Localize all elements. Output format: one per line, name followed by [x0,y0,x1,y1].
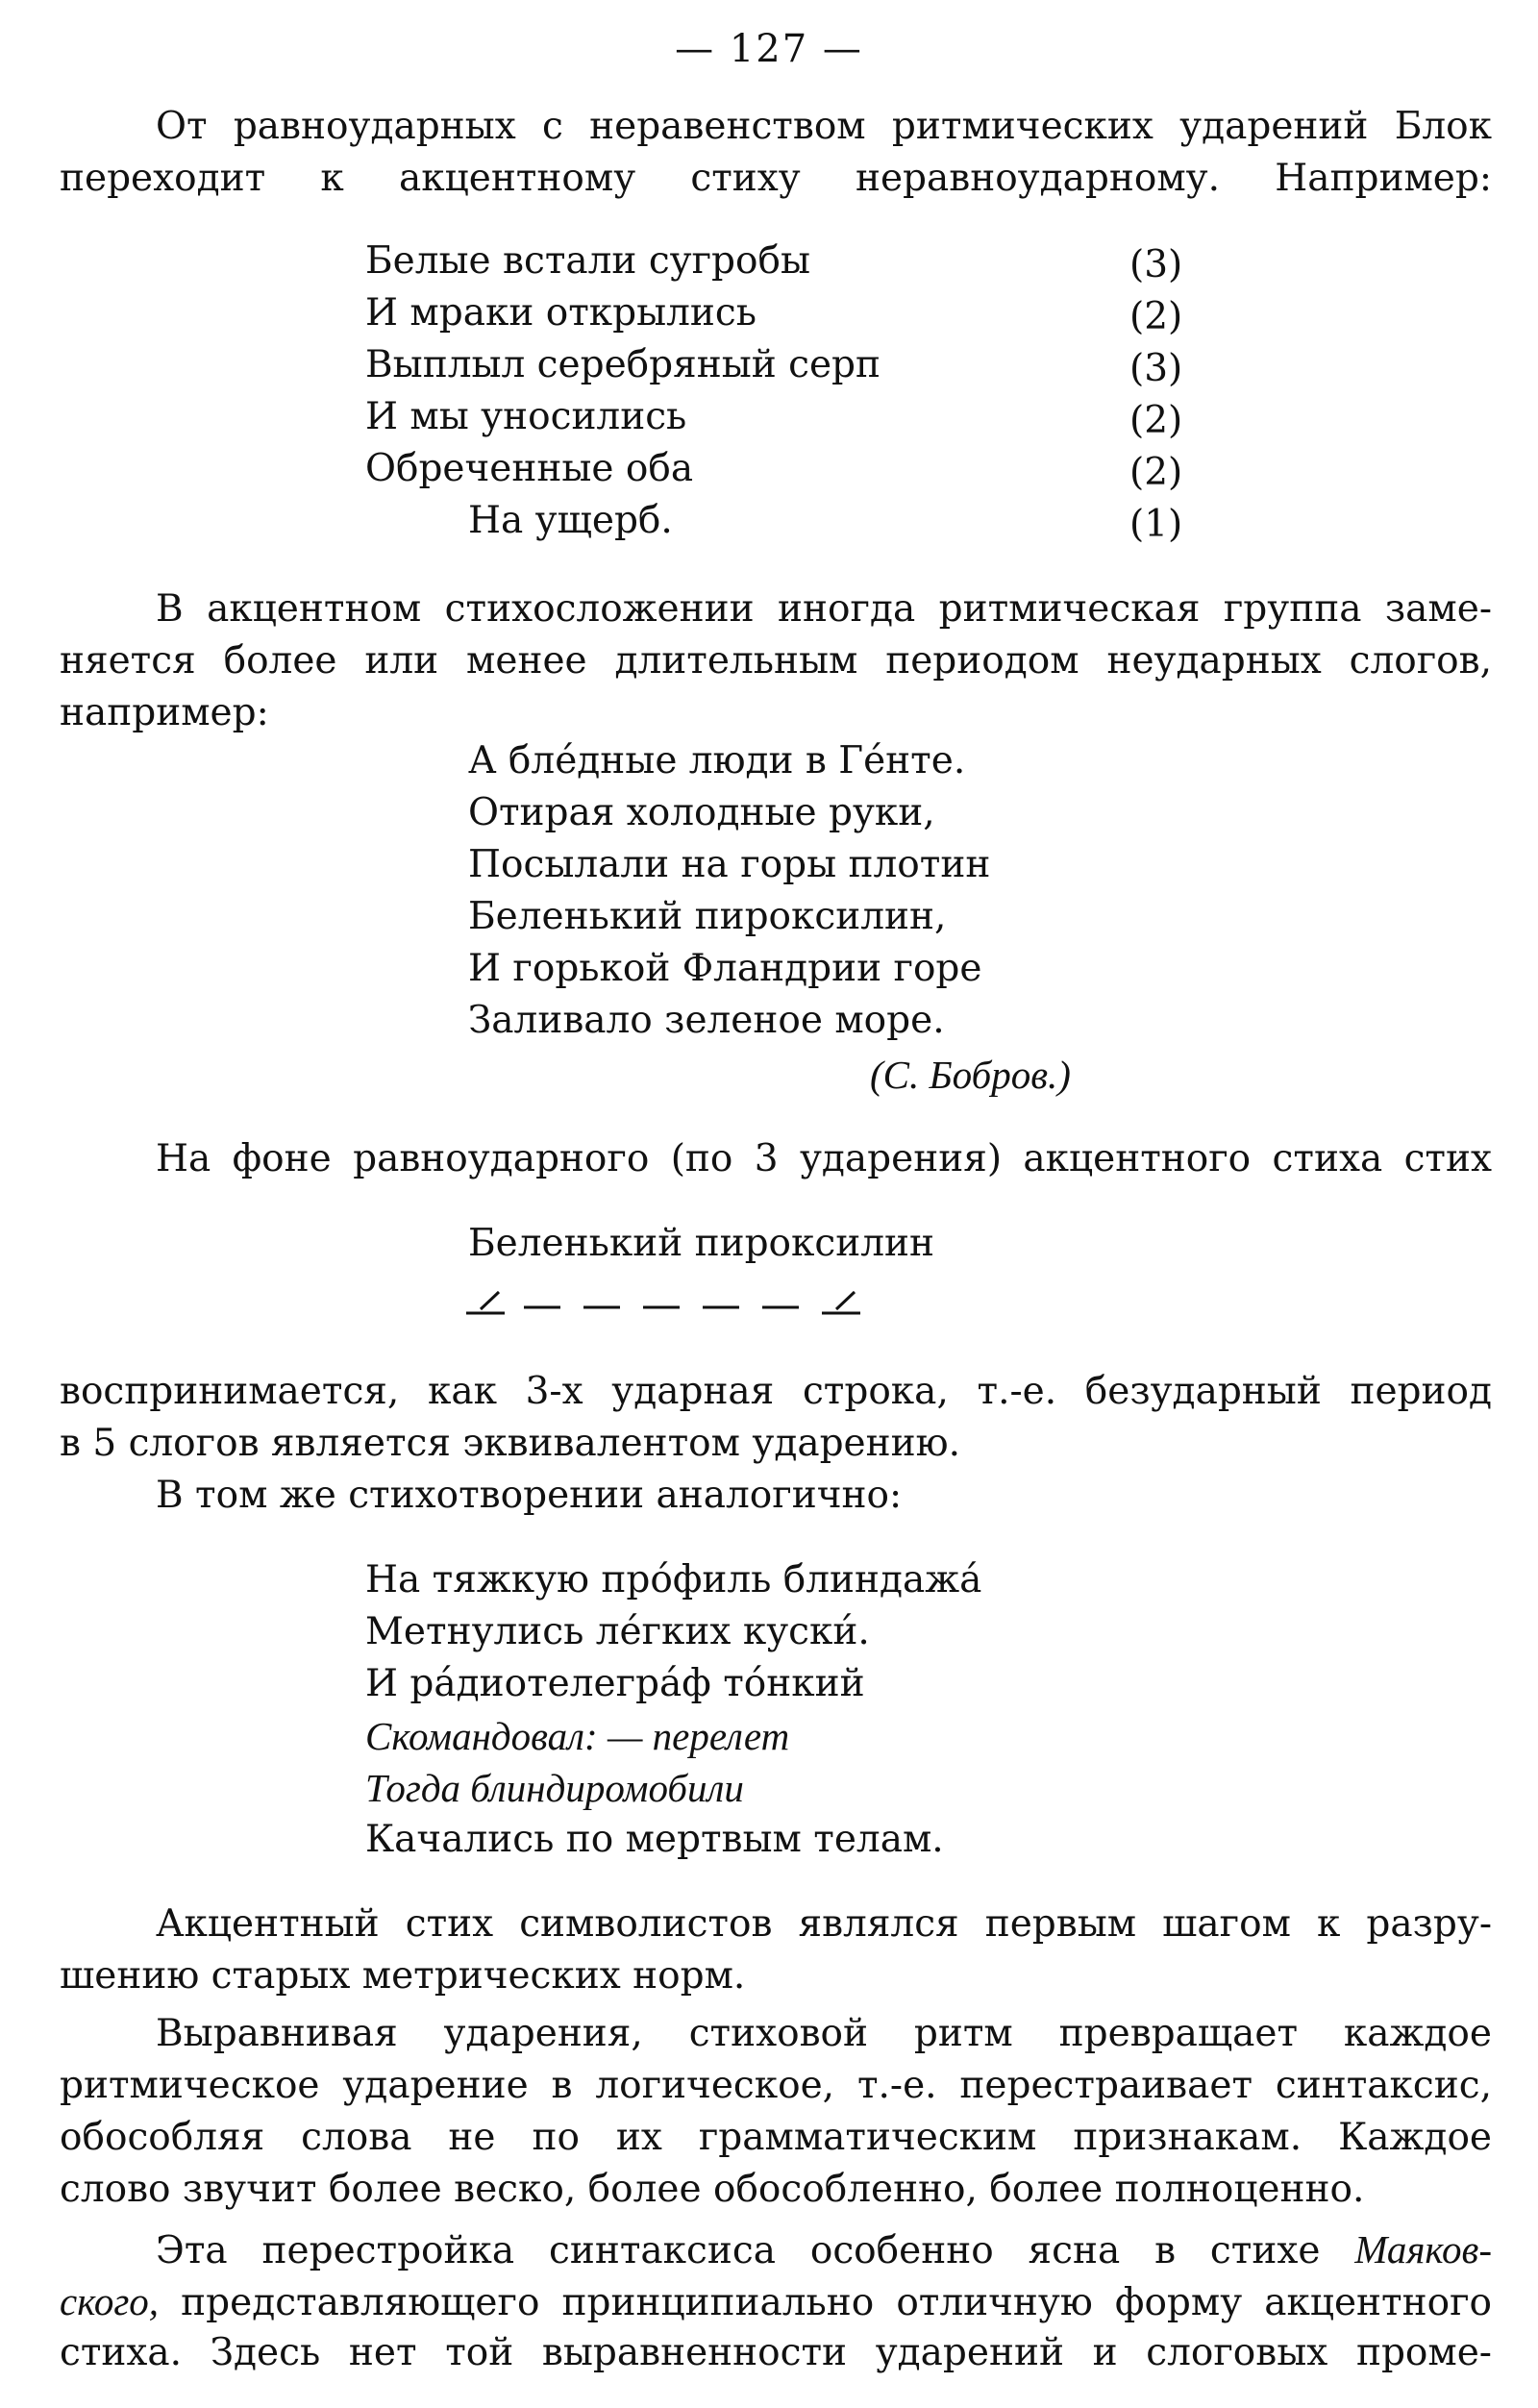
stress-count: (3) [1129,243,1183,286]
paragraph-line: например: [60,691,269,734]
verse-line: Заливало зеленое море. [468,999,945,1042]
paragraph-line: обособляя слова не по их грамматическим признакам. Каждое [60,2116,1492,2159]
verse-line: Беленький пироксилин, [468,895,947,938]
paragraph-line: На фоне равноударного (по 3 ударения) акцентного стиха стих [156,1137,1492,1180]
verse-line: Метнулись ле́гких куски́. [365,1610,870,1653]
paragraph-line: няется более или менее длительным периодом неударных слогов, [60,639,1492,683]
paragraph-line: Выравнивая ударения, стиховой ритм превращает каждое [156,2012,1492,2055]
stress-count: (2) [1129,295,1183,338]
paragraph-line: переходит к акцентному стиху неравноударному. Например: [60,157,1492,200]
verse-line: И мраки открылись [365,291,757,335]
paragraph-line [60,2278,1492,2326]
verse-line: Качались по мертвым телам. [365,1818,944,1861]
text-run: Эта перестройка синтаксиса особенно ясна в стихе [156,2229,1321,2272]
paragraph-line: ритмическое ударение в логическое, т.-е. перестраивает синтаксис, [60,2064,1492,2107]
verse-line: На тяжкую про́филь блиндажа́ [365,1558,982,1601]
italic-name: ского, [60,2279,160,2323]
example-line: Беленький пироксилин [468,1222,934,1265]
paragraph-line: слово звучит более веско, более обособленно, более полноценно. [60,2168,1365,2211]
verse-line: На ущерб. [468,499,673,542]
paragraph-line: От равноударных с неравенством ритмических ударений Блок [156,105,1492,148]
paragraph-line: воспринимается, как 3-х ударная строка, т.-е. безударный период [60,1370,1492,1413]
paragraph-line: в 5 слогов является эквивалентом ударению. [60,1422,960,1465]
paragraph-line: Акцентный стих символистов являлся первым шагом к разру- [156,1902,1492,1946]
paragraph-line: шению старых метрических норм. [60,1954,746,1998]
paragraph-line: В том же стихотворении аналогично: [156,1474,903,1517]
scheme-stress-mark [481,1292,499,1309]
scheme-stress-mark [836,1292,855,1309]
verse-line: И ра́диотелегра́ф то́нкий [365,1662,865,1705]
stress-count: (3) [1129,347,1183,390]
paragraph-line [156,2226,1492,2274]
verse-line: Обреченные оба [365,447,694,490]
verse-line: И мы уносились [365,395,687,438]
verse-author: (С. Бобров.) [870,1053,1071,1097]
page-number: — 127 — [675,27,863,71]
verse-line-italic: Скомандовал: — перелет [365,1714,790,1758]
stress-count: (2) [1129,451,1183,494]
verse-line: Отирая холодные руки, [468,791,935,834]
verse-line: Белые встали сугробы [365,239,811,283]
stress-count: (2) [1129,399,1183,442]
verse-line: И горькой Фландрии горе [468,947,982,990]
verse-line-italic: Тогда блиндиромобили [365,1766,744,1810]
paragraph-line: В акцентном стихосложении иногда ритмическая группа заме- [156,587,1492,631]
verse-line: Выплыл серебряный серп [365,343,881,386]
text-run: представляющего принципиально отличную форму акцентного [181,2281,1492,2324]
verse-line: А бле́дные люди в Ге́нте. [468,739,966,782]
stress-scheme [466,1278,918,1327]
verse-line: Посылали на горы плотин [468,843,991,886]
paragraph-line: стиха. Здесь нет той выравненности ударений и слоговых проме- [60,2331,1492,2374]
italic-name: Маяков- [1354,2227,1492,2271]
stress-count: (1) [1129,503,1183,546]
